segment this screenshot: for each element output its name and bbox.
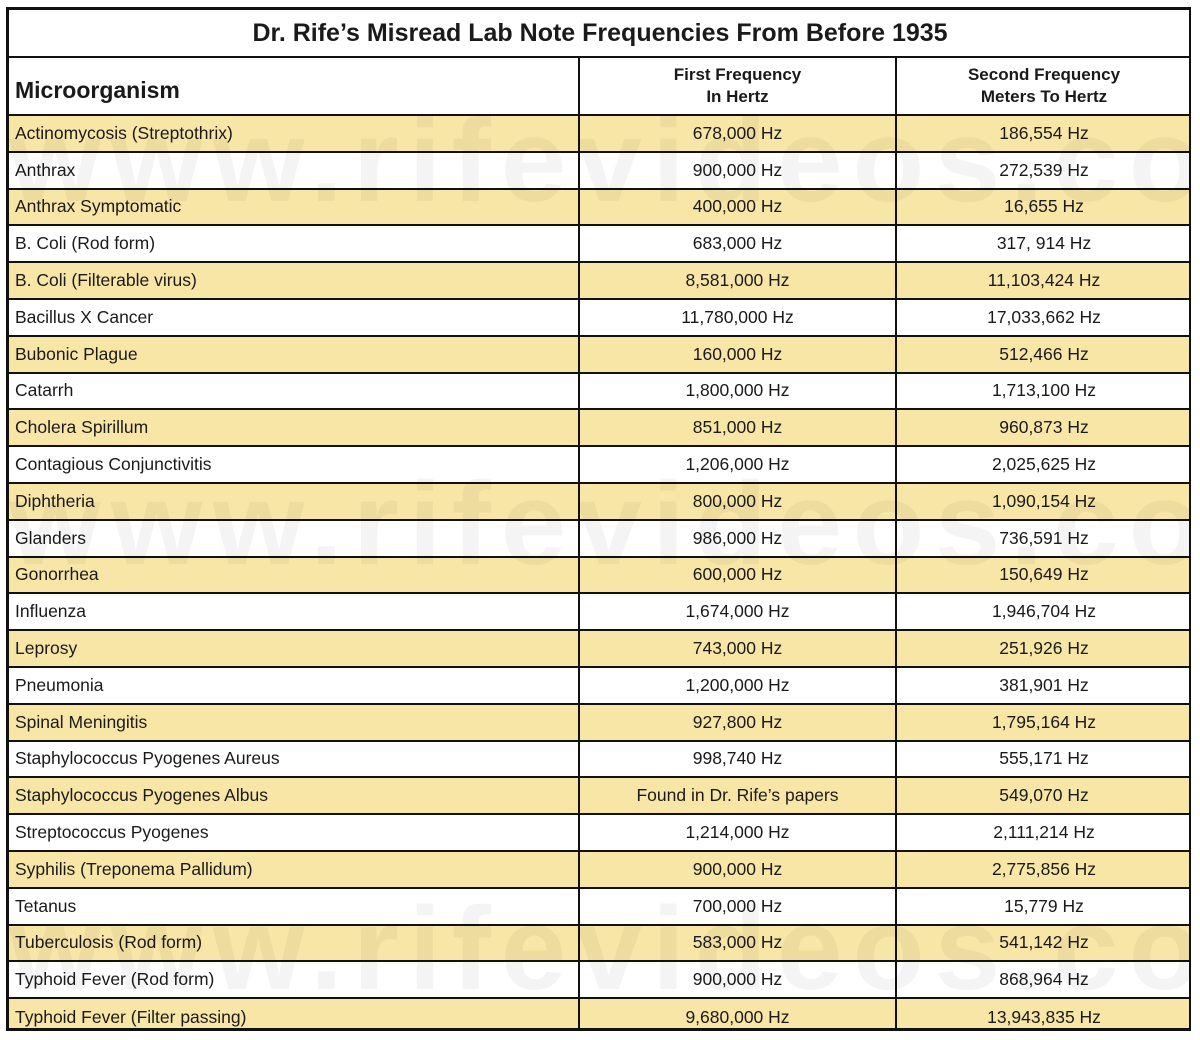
table-row [9, 520, 1191, 557]
microorganism-cell: Typhoid Fever (Filter passing) [9, 998, 579, 1031]
column-header-microorganism: Microorganism [9, 57, 579, 115]
microorganism-cell: Bacillus X Cancer [9, 299, 579, 336]
first-frequency-cell: 11,780,000 Hz [579, 299, 896, 336]
first-frequency-cell: 678,000 Hz [579, 115, 896, 152]
microorganism-cell: Tuberculosis (Rod form) [9, 925, 579, 962]
first-frequency-cell: 1,674,000 Hz [579, 593, 896, 630]
second-frequency-cell: 555,171 Hz [896, 741, 1191, 778]
second-frequency-cell: 186,554 Hz [896, 115, 1191, 152]
table-row [9, 667, 1191, 704]
first-frequency-cell: 1,214,000 Hz [579, 814, 896, 851]
frequency-table [9, 10, 1191, 1031]
first-frequency-cell: Found in Dr. Rife’s papers [579, 777, 896, 814]
microorganism-cell: Diphtheria [9, 483, 579, 520]
table-row [9, 189, 1191, 226]
first-frequency-cell: 8,581,000 Hz [579, 262, 896, 299]
microorganism-cell: B. Coli (Rod form) [9, 225, 579, 262]
first-frequency-cell: 1,206,000 Hz [579, 446, 896, 483]
table-row [9, 152, 1191, 189]
table-row [9, 336, 1191, 373]
microorganism-cell: Spinal Meningitis [9, 704, 579, 741]
microorganism-cell: Staphylococcus Pyogenes Aureus [9, 741, 579, 778]
table-row [9, 961, 1191, 998]
second-frequency-cell: 2,775,856 Hz [896, 851, 1191, 888]
first-frequency-cell: 998,740 Hz [579, 741, 896, 778]
microorganism-cell: Bubonic Plague [9, 336, 579, 373]
frequency-table-frame [6, 7, 1191, 1031]
second-frequency-cell: 150,649 Hz [896, 557, 1191, 594]
first-frequency-cell: 1,200,000 Hz [579, 667, 896, 704]
table-row [9, 741, 1191, 778]
microorganism-cell: Anthrax Symptomatic [9, 189, 579, 226]
second-frequency-cell: 2,025,625 Hz [896, 446, 1191, 483]
first-frequency-cell: 160,000 Hz [579, 336, 896, 373]
second-frequency-cell: 381,901 Hz [896, 667, 1191, 704]
second-frequency-cell: 272,539 Hz [896, 152, 1191, 189]
second-frequency-cell: 1,713,100 Hz [896, 373, 1191, 410]
second-frequency-cell: 549,070 Hz [896, 777, 1191, 814]
first-frequency-cell: 851,000 Hz [579, 409, 896, 446]
microorganism-cell: Tetanus [9, 888, 579, 925]
first-frequency-cell: 800,000 Hz [579, 483, 896, 520]
table-row [9, 925, 1191, 962]
second-frequency-cell: 868,964 Hz [896, 961, 1191, 998]
microorganism-cell: Pneumonia [9, 667, 579, 704]
second-frequency-cell: 2,111,214 Hz [896, 814, 1191, 851]
second-frequency-cell: 11,103,424 Hz [896, 262, 1191, 299]
header-row [9, 57, 1191, 115]
table-row [9, 998, 1191, 1031]
microorganism-cell: Catarrh [9, 373, 579, 410]
first-frequency-cell: 600,000 Hz [579, 557, 896, 594]
table-row [9, 262, 1191, 299]
column-header-first-line1: First Frequency [673, 65, 802, 84]
microorganism-cell: Glanders [9, 520, 579, 557]
first-frequency-cell: 743,000 Hz [579, 630, 896, 667]
microorganism-cell: Gonorrhea [9, 557, 579, 594]
second-frequency-cell: 541,142 Hz [896, 925, 1191, 962]
microorganism-cell: Cholera Spirillum [9, 409, 579, 446]
second-frequency-cell: 16,655 Hz [896, 189, 1191, 226]
microorganism-cell: Leprosy [9, 630, 579, 667]
microorganism-cell: Syphilis (Treponema Pallidum) [9, 851, 579, 888]
table-row [9, 630, 1191, 667]
microorganism-cell: Influenza [9, 593, 579, 630]
first-frequency-cell: 1,800,000 Hz [579, 373, 896, 410]
first-frequency-cell: 986,000 Hz [579, 520, 896, 557]
microorganism-cell: Anthrax [9, 152, 579, 189]
table-row [9, 373, 1191, 410]
first-frequency-cell: 583,000 Hz [579, 925, 896, 962]
table-row [9, 225, 1191, 262]
first-frequency-cell: 900,000 Hz [579, 152, 896, 189]
table-row [9, 299, 1191, 336]
first-frequency-cell: 927,800 Hz [579, 704, 896, 741]
second-frequency-cell: 17,033,662 Hz [896, 299, 1191, 336]
table-row [9, 557, 1191, 594]
title-row [9, 10, 1191, 57]
column-header-second-line2: Meters To Hertz [980, 87, 1108, 106]
first-frequency-cell: 683,000 Hz [579, 225, 896, 262]
microorganism-cell: Actinomycosis (Streptothrix) [9, 115, 579, 152]
microorganism-cell: Typhoid Fever (Rod form) [9, 961, 579, 998]
second-frequency-cell: 1,946,704 Hz [896, 593, 1191, 630]
microorganism-cell: Contagious Conjunctivitis [9, 446, 579, 483]
second-frequency-cell: 736,591 Hz [896, 520, 1191, 557]
microorganism-cell: Streptococcus Pyogenes [9, 814, 579, 851]
first-frequency-cell: 400,000 Hz [579, 189, 896, 226]
second-frequency-cell: 15,779 Hz [896, 888, 1191, 925]
column-header-second-frequency [896, 57, 1191, 115]
table-row [9, 446, 1191, 483]
table-row [9, 115, 1191, 152]
second-frequency-cell: 13,943,835 Hz [896, 998, 1191, 1031]
second-frequency-cell: 512,466 Hz [896, 336, 1191, 373]
table-row [9, 409, 1191, 446]
table-row [9, 777, 1191, 814]
table-body [9, 115, 1191, 1031]
table-row [9, 888, 1191, 925]
first-frequency-cell: 900,000 Hz [579, 851, 896, 888]
table-row [9, 851, 1191, 888]
table-row [9, 814, 1191, 851]
first-frequency-cell: 900,000 Hz [579, 961, 896, 998]
table-row [9, 593, 1191, 630]
microorganism-cell: B. Coli (Filterable virus) [9, 262, 579, 299]
second-frequency-cell: 960,873 Hz [896, 409, 1191, 446]
first-frequency-cell: 700,000 Hz [579, 888, 896, 925]
second-frequency-cell: 251,926 Hz [896, 630, 1191, 667]
table-row [9, 483, 1191, 520]
second-frequency-cell: 317, 914 Hz [896, 225, 1191, 262]
first-frequency-cell: 9,680,000 Hz [579, 998, 896, 1031]
column-header-first-line2: In Hertz [706, 87, 769, 106]
second-frequency-cell: 1,090,154 Hz [896, 483, 1191, 520]
table-row [9, 704, 1191, 741]
column-header-second-line1: Second Frequency [967, 65, 1121, 84]
second-frequency-cell: 1,795,164 Hz [896, 704, 1191, 741]
column-header-first-frequency [579, 57, 896, 115]
microorganism-cell: Staphylococcus Pyogenes Albus [9, 777, 579, 814]
table-title: Dr. Rife’s Misread Lab Note Frequencies From Before 1935 [9, 10, 1191, 57]
